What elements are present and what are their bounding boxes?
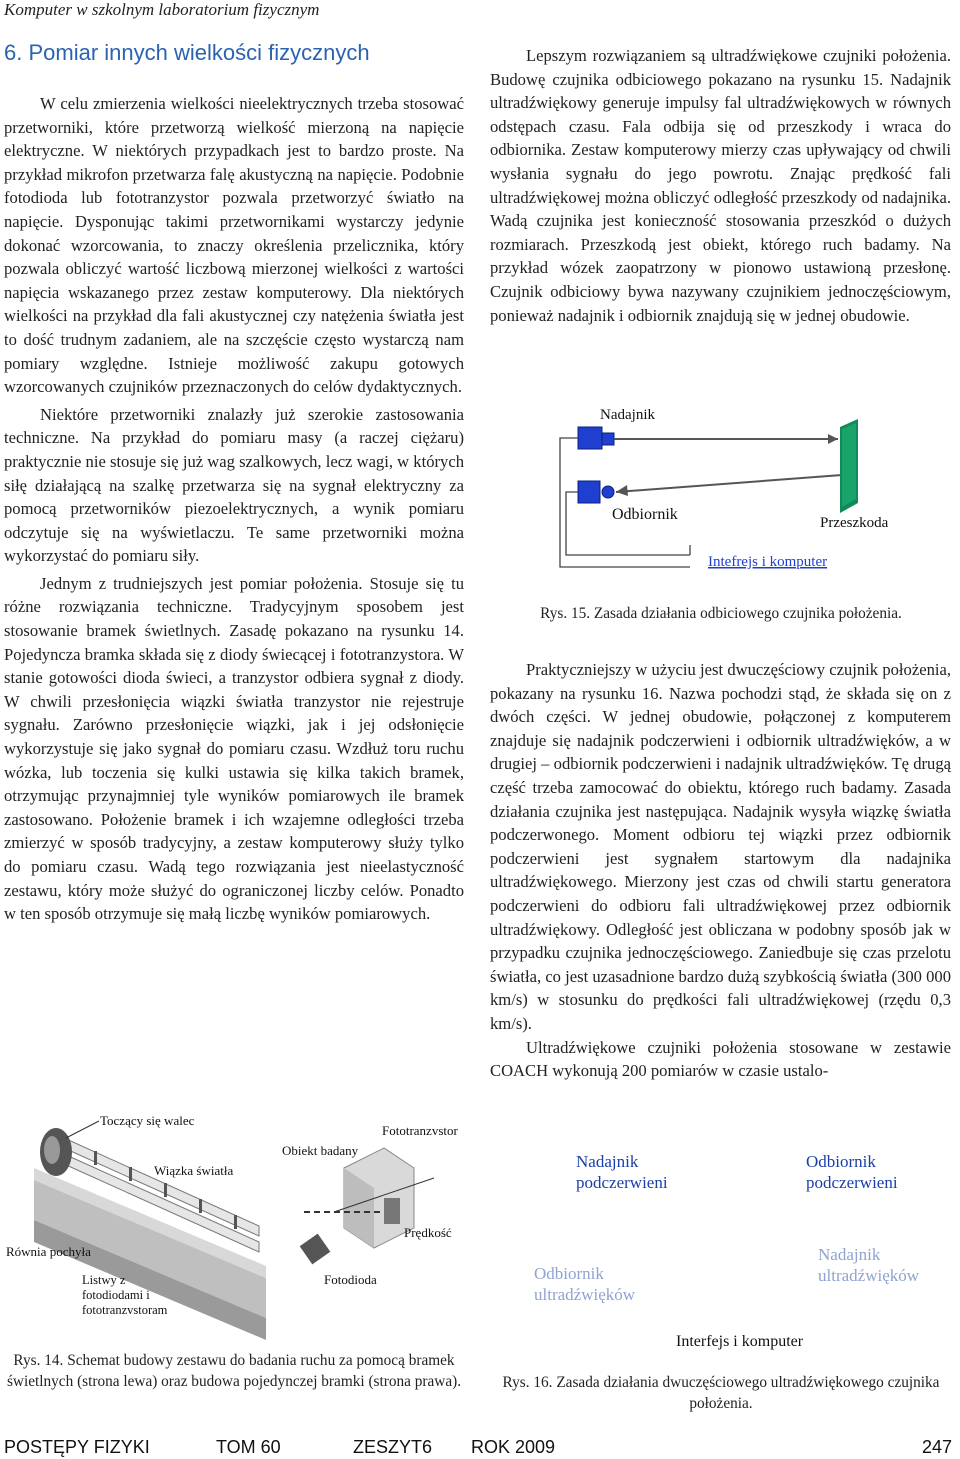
fig14-label-rownia: Równia pochyła <box>6 1244 91 1259</box>
fig16-caption: Rys. 16. Zasada działania dwuczęściowego ultradźwiękowego czujnika położenia. <box>502 1374 940 1412</box>
fig14-label-walec: Toczący się walec <box>100 1113 195 1128</box>
right-column-bottom <box>490 658 951 1083</box>
nadajnik-head <box>602 433 614 445</box>
right-column-top <box>490 44 951 327</box>
footer-year: ROK 2009 <box>471 1437 556 1457</box>
running-head: Komputer w szkolnym laboratorium fizycznym <box>4 0 320 19</box>
fig14-label-predkosc: Prędkość <box>404 1225 452 1240</box>
fig15-label-przeszkoda: Przeszkoda <box>820 515 889 531</box>
section-title: 6. Pomiar innych wielkości fizycznych <box>4 40 370 65</box>
fig16-label-nadajnik-ultradzwiekow: Nadajnik ultradźwięków <box>818 1245 920 1285</box>
page-number: 247 <box>921 1437 952 1457</box>
paragraph: Jednym z trudniejszych jest pomiar położenia. Stosuje się tu różne rozwiązania techniczne. Tradycyjnym sposobem jest stosowanie bramek świetlnych. Zasadę pokazano na rysunku 14. Pojedyncza bramka składa się z diody świecącej i fototranzystora. W stanie gotowości dioda świeci, a tranzystor odbiera sygnał z diody. W chwili przesłonięcia wiązki światła tranzystor nie rejestruje sygnału. Zarówno przesłonięcie wiązki, jak i jej odsłonięcie wykorzystuje się jako sygnał do pomiaru czasu. Wzdłuż toru ruchu wózka, lub toczenia się kulki ustawia się kilka takich bramek, otrzymując przynajmniej tyle wyników pomiarowych ile bramek zastosowano. Położenie bramek i ich wzajemne odległości trzeba zmierzyć w sposób tradycyjny, a zestaw komputerowy służy tylko do pomiaru czasu. Wadą tego rozwiązania jest nieelastyczność zestawu, który może służyć do ograniczonej liczby celów. Ponadto w ten sposób otrzymuje się małą liczbę wyników pomiarowych. <box>4 573 464 924</box>
left-column <box>4 92 464 926</box>
fig14-caption: Rys. 14. Schemat budowy zestawu do badania ruchu za pomocą bramek świetlnych (strona lewa) oraz budowa pojedynczej bramki (strona prawa). <box>6 1352 462 1390</box>
paragraph: Niektóre przetworniki znalazły już szerokie zastosowania techniczne. Na przykład do pomiaru masy (a raczej ciężaru) praktycznie nie stosuje się już wag szalkowych, lecz wagi, w których siłę działającą na szalkę przetwarza się na sygnał elektryczny za pomocą przetworników piezoelektrycznych, a wynik pomiaru odczytuje się na wyświetlaczu. Te same przetworniki można wykorzystać do pomiaru siły. <box>4 404 464 566</box>
fig16-label-odbiornik-ultradzwiekow: Odbiornik ultradźwięków <box>534 1264 636 1304</box>
figure-14 <box>4 1108 466 1340</box>
fig16-label-odbiornik-podczerwieni: Odbiornik podczerwieni <box>806 1152 898 1192</box>
figure-15 <box>490 395 952 575</box>
paragraph: Lepszym rozwiązaniem są ultradźwiękowe czujniki położenia. Budowę czujnika odbiciowego pokazano na rysunku 15. Nadajnik ultradźwiękowy generuje impulsy fal ultradźwiękowych w równych odstępach czasu. Fala odbija się od przeszkody i wraca do odbiornika. Zestaw komputerowy mierzy czas upływający od chwili wysłania sygnału do jego powrotu. Znając prędkość fali ultradźwiękowej można obliczyć odległość przeszkody od nadajnika. Wadą czujnika jest konieczność stosowania przeszkód o dużych rozmiarach. Przeszkodą jest obiekt, którego ruch badamy. Na przykład wózek zaopatrzony w pionowo ustawioną przesłonę. Czujnik odbiciowy bywa nazywany czujnikiem jednoczęściowym, ponieważ nadajnik i odbiornik znajdują się w jednej obudowie. <box>490 46 951 325</box>
fig15-label-odbiornik: Odbiornik <box>612 506 678 523</box>
footer-volume: TOM 60 <box>216 1437 281 1457</box>
footer-issue: ZESZYT6 <box>353 1437 433 1457</box>
fig14-label-obiekt: Obiekt badany <box>282 1143 359 1158</box>
paragraph: Praktyczniejszy w użyciu jest dwuczęściowy czujnik położenia, pokazany na rysunku 16. Nazwa pochodzi stąd, że składa się on z dwóch części. W jednej obudowie, połączonej z komputerem znajduje się nadajnik podczerwieni i odbiornik ultradźwięków, a w drugiej – odbiornik podczerwieni i nadajnik ultradźwięków. Tę drugą część trzeba zamocować do obiektu, którego ruch badamy. Zasada działania czujnika jest następująca. Nadajnik wysyła wiązkę światła podczerwonego. Moment odbioru tej wiązki przez odbiornik podczerwieni jest sygnałem startowym dla nadajnika ultradźwiękowego. Mierzony jest czas od chwili startu generatora podczerwieni do odbioru fali ultradźwiękowej przez odbiornik ultradźwiękowy. Odległość jest obliczana w podobny sposób jak w przypadku czujnika jednoczęściowego. Zaniedbuje się czas przelotu światła, co jest uzasadnione bardzo dużą szybkością światła (300 000 km/s) w stosunku do prędkości fali ultradźwiękowej (rzędu 0,3 km/s). <box>490 660 951 1033</box>
fig14-label-fotodioda: Fotodioda <box>324 1272 377 1287</box>
fig14-label-fototranzystor: Fototranzvstor <box>382 1123 458 1138</box>
paragraph: W celu zmierzenia wielkości nieelektrycznych trzeba stosować przetworniki, które przetworzą wielkość mierzoną na napięcie elektryczne. W niektórych przypadkach jest to bardzo proste. Na przykład mikrofon przetwarza falę akustyczną na napięcie. Podobnie fotodioda lub fototranzystor pozwala przetworzyć światło na napięcie. Dysponując takimi przetwornikami wystarczy jedynie dokonać wzorcowania, to znaczy określenia przelicznika, który pozwala obliczyć wartość liczbową mierzonej wielkości z wartości napięcia wskazanego przez zestaw komputerowy. Dla niektórych wielkości na przykład dla fali akustycznej czy natężenia światła jest to dość trudnym zadaniem, ale na szczęście często wystarczą nam pomiary względne. Istnieje możliwość zakupu gotowych wzorcowanych czujników przeznaczonych do celów dydaktycznych. <box>4 94 464 397</box>
footer-journal: POSTĘPY FIZYKI <box>4 1437 150 1457</box>
fig14-label-wiazka: Wiązka światła <box>154 1163 234 1178</box>
fig16-label-nadajnik-podczerwieni: Nadajnik podczerwieni <box>576 1152 668 1192</box>
fig16-label-interfejs: Interfejs i komputer <box>676 1333 804 1350</box>
fig15-label-nadajnik: Nadajnik <box>600 407 655 423</box>
paragraph: Ultradźwiękowe czujniki położenia stosowane w zestawie COACH wykonują 200 pomiarów w czasie ustalo- <box>490 1037 951 1081</box>
fotodioda <box>300 1234 331 1265</box>
odbiornik-head <box>602 486 614 498</box>
fig15-caption: Rys. 15. Zasada działania odbiciowego czujnika położenia. <box>540 605 902 622</box>
odbiornik-box <box>578 481 600 503</box>
fig14-label-listwy: Listwy z fotodiodami i fototranzvstoram <box>82 1273 168 1317</box>
figure-16 <box>490 1145 952 1350</box>
fig15-label-interfejs: Intefrejs i komputer <box>708 554 828 570</box>
nadajnik-box <box>578 427 602 449</box>
